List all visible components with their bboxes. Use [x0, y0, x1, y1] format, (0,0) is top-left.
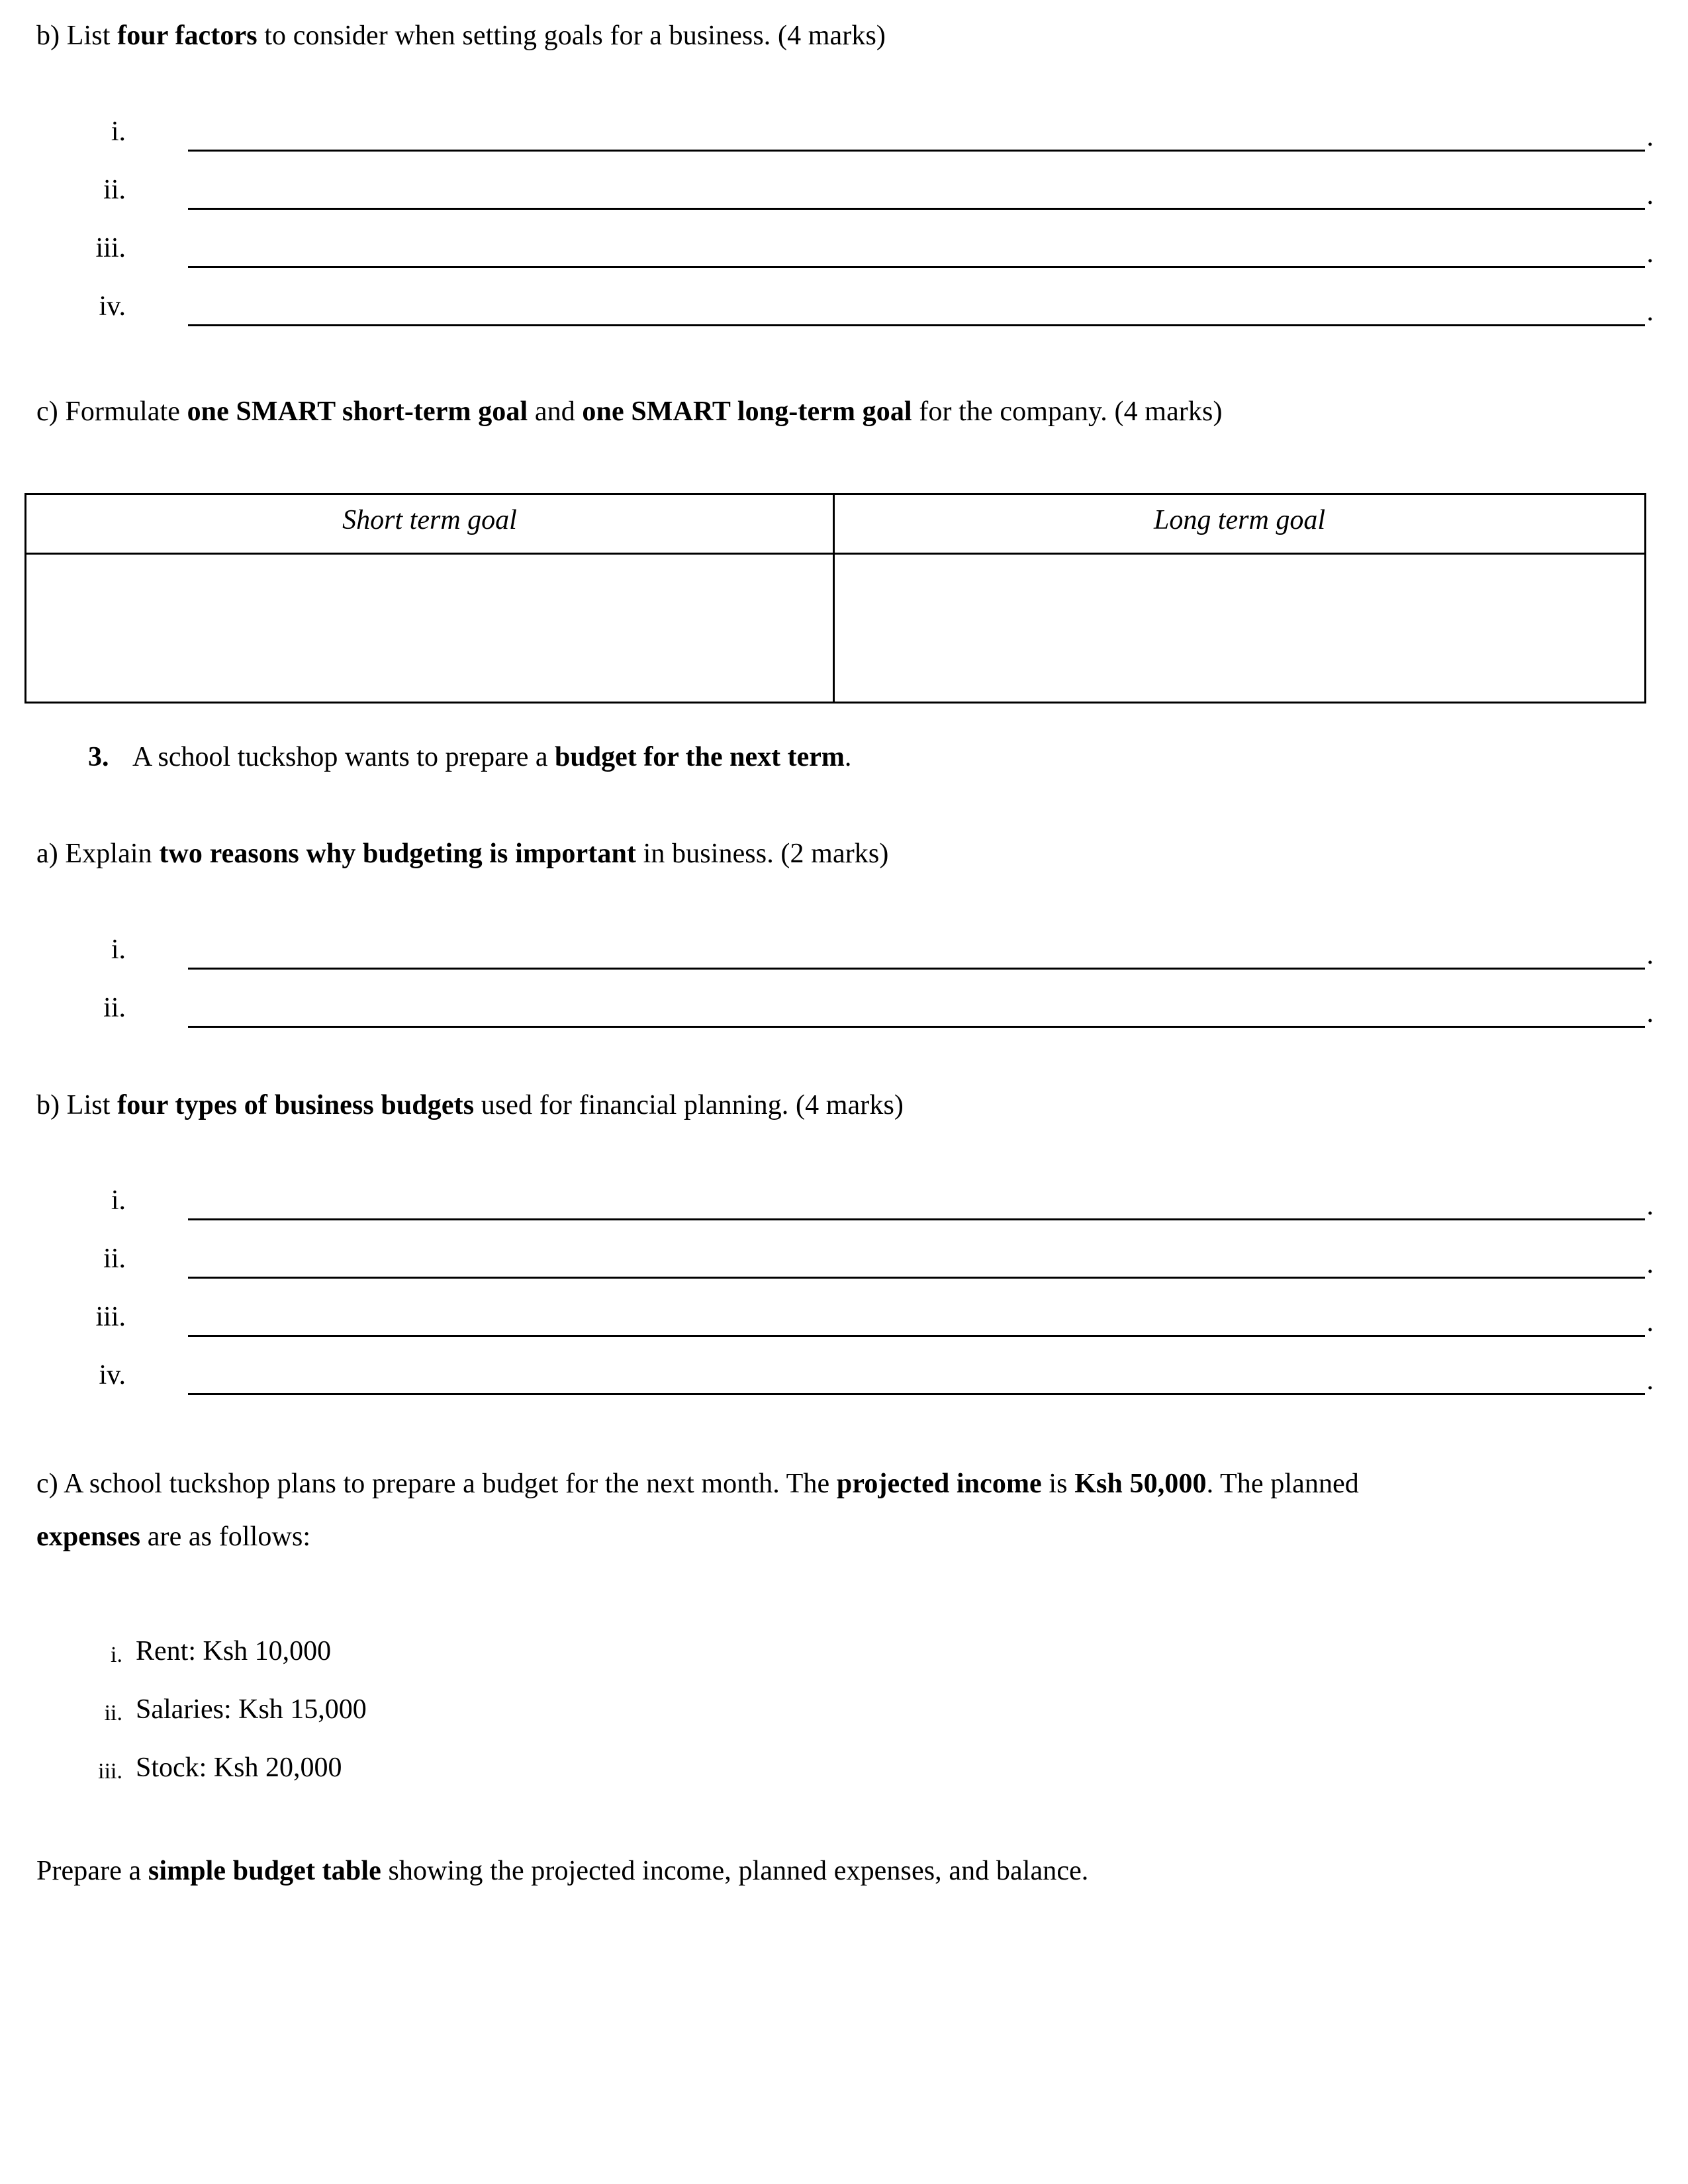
q2c-mid: and [528, 396, 583, 427]
q3c-l1-a: c) A school tuckshop plans to prepare a budget for the next month. The [36, 1469, 837, 1499]
answer-numeral: iii. [95, 1302, 126, 1332]
answer-rule[interactable] [188, 1277, 1645, 1279]
header-short-term-goal: Short term goal [26, 494, 834, 554]
q2c-suffix: for the company. (4 marks) [912, 396, 1223, 427]
answer-numeral: iii. [95, 233, 126, 263]
question-3-number: 3. [88, 742, 109, 772]
question-3c-prompt-line2 [36, 1522, 310, 1551]
answer-terminator: . [1646, 180, 1654, 210]
answer-terminator: . [1646, 1191, 1654, 1221]
answer-line-row[interactable] [0, 1356, 1688, 1414]
q3c-l1-c: is [1041, 1469, 1075, 1499]
q3a-bold: two reasons why budgeting is important [159, 839, 636, 869]
answer-line-row[interactable] [0, 171, 1688, 229]
answer-line-row[interactable] [0, 931, 1688, 989]
answer-line-row[interactable] [0, 229, 1688, 287]
answer-numeral: iv. [99, 1360, 126, 1390]
question-3b-answer-lines [0, 1181, 1688, 1414]
question-2b-prompt [36, 21, 886, 50]
q3-suffix: . [844, 742, 852, 772]
expense-list-item [0, 1635, 1688, 1693]
question-3a-answer-lines [0, 931, 1688, 1047]
table-header-row [26, 494, 1646, 554]
question-3-stem [132, 743, 851, 771]
answer-rule[interactable] [188, 150, 1645, 152]
expense-label: Rent: Ksh 10,000 [136, 1636, 332, 1666]
q2b-suffix: to consider when setting goals for a business. (4 marks) [257, 21, 886, 51]
answer-terminator: . [1646, 296, 1654, 327]
q3-bold: budget for the next term [555, 742, 845, 772]
q2c-bold-short-term: one SMART short-term goal [187, 396, 528, 427]
answer-terminator: . [1646, 998, 1654, 1028]
answer-terminator: . [1646, 940, 1654, 970]
answer-rule[interactable] [188, 266, 1645, 268]
answer-terminator: . [1646, 1365, 1654, 1396]
answer-rule[interactable] [188, 968, 1645, 970]
answer-line-row[interactable] [0, 989, 1688, 1047]
answer-numeral: i. [111, 934, 126, 965]
cell-short-term-goal[interactable] [26, 554, 834, 703]
q2b-bold: four factors [117, 21, 258, 51]
table-answer-row [26, 554, 1646, 703]
q2c-bold-long-term: one SMART long-term goal [582, 396, 912, 427]
answer-line-row[interactable] [0, 113, 1688, 171]
expense-numeral: ii. [104, 1701, 122, 1725]
question-3c-prompt-line1 [36, 1469, 1359, 1498]
answer-numeral: iv. [99, 291, 126, 322]
q2b-prefix: b) List [36, 21, 118, 51]
closing-instruction [36, 1856, 1088, 1886]
answer-rule[interactable] [188, 1335, 1645, 1337]
q3b-bold: four types of business budgets [117, 1090, 475, 1120]
expense-label: Stock: Ksh 20,000 [136, 1752, 342, 1783]
cell-long-term-goal[interactable] [834, 554, 1646, 703]
expense-label: Salaries: Ksh 15,000 [136, 1694, 367, 1725]
answer-terminator: . [1646, 1249, 1654, 1279]
expense-numeral: i. [111, 1643, 122, 1667]
question-2b-answer-lines [0, 113, 1688, 345]
answer-rule[interactable] [188, 1026, 1645, 1028]
answer-line-row[interactable] [0, 1240, 1688, 1298]
question-3a-prompt [36, 839, 888, 868]
answer-numeral: ii. [103, 1244, 126, 1274]
closing-prefix: Prepare a [36, 1856, 148, 1886]
answer-terminator: . [1646, 238, 1654, 269]
answer-terminator: . [1646, 1307, 1654, 1338]
answer-line-row[interactable] [0, 1181, 1688, 1240]
answer-rule[interactable] [188, 1393, 1645, 1395]
header-long-term-goal: Long term goal [834, 494, 1646, 554]
q3c-l2-b: are as follows: [140, 1522, 311, 1552]
answer-rule[interactable] [188, 1218, 1645, 1220]
question-2c-prompt [36, 397, 1223, 426]
answer-numeral: ii. [103, 175, 126, 205]
expense-numeral: iii. [98, 1759, 122, 1784]
q3b-suffix: used for financial planning. (4 marks) [474, 1090, 904, 1120]
q2c-prefix: c) Formulate [36, 396, 187, 427]
closing-bold: simple budget table [148, 1856, 381, 1886]
answer-line-row[interactable] [0, 287, 1688, 345]
question-3b-prompt [36, 1091, 904, 1120]
q3a-prefix: a) Explain [36, 839, 160, 869]
expense-list-item [0, 1693, 1688, 1751]
answer-numeral: i. [111, 116, 126, 147]
q3b-prefix: b) List [36, 1090, 118, 1120]
q3c-bold-amount: Ksh 50,000 [1074, 1469, 1207, 1499]
expense-list-item [0, 1751, 1688, 1809]
answer-rule[interactable] [188, 208, 1645, 210]
closing-suffix: showing the projected income, planned expenses, and balance. [381, 1856, 1089, 1886]
smart-goals-table [24, 493, 1646, 704]
q3c-bold-expenses: expenses [36, 1522, 141, 1552]
q3a-suffix: in business. (2 marks) [635, 839, 889, 869]
q3-prefix: A school tuckshop wants to prepare a [132, 742, 555, 772]
answer-terminator: . [1646, 122, 1654, 152]
q3c-bold-projected-income: projected income [836, 1469, 1042, 1499]
answer-line-row[interactable] [0, 1298, 1688, 1356]
answer-numeral: ii. [103, 993, 126, 1023]
q3c-l1-e: . The planned [1206, 1469, 1359, 1499]
answer-rule[interactable] [188, 324, 1645, 326]
answer-numeral: i. [111, 1185, 126, 1216]
